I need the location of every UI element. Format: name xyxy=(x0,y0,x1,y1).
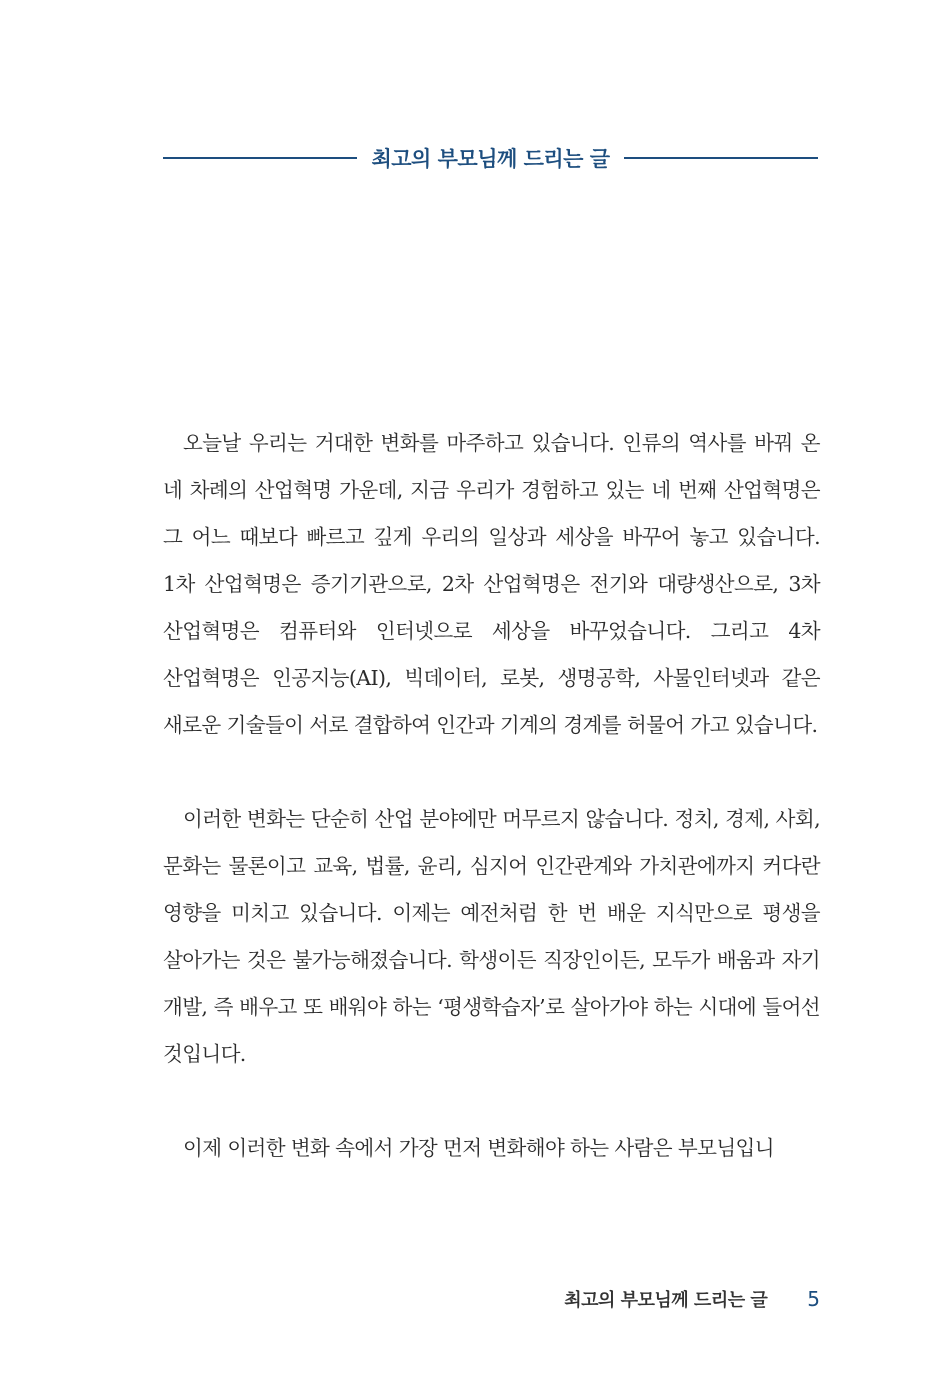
chapter-title: 최고의 부모님께 드리는 글 xyxy=(371,147,610,171)
paragraph: 이제 이러한 변화 속에서 가장 먼저 변화해야 하는 사람은 부모님입니 xyxy=(183,1136,774,1160)
paragraph: 오늘날 우리는 거대한 변화를 마주하고 있습니다. 인류의 역사를 바꿔 온 네 차례의 산업혁명 가운데, 지금 우리가 경험하고 있는 네 번째 산업혁명은 그 어느 때보다 빠르고 깊게 우리의 일상과 세상을 바꾸어 놓고 있습니다. 1차 산업혁명은 증기기관으로, 2차 산업혁명은 전기와 대량생산으로, 3차 산업혁명은 컴퓨터와 인터넷으로 세상을 바꾸었습니다. 그리고 4차 산업혁명은 인공지능(AI), 빅데이터, 로봇, 생명공학, 사물인터넷과 같은 새로운 기술들이 서로 결합하여 인간과 기계의 경계를 허물어 가고 있습니다. xyxy=(163,431,820,737)
running-title: 최고의 부모님께 드리는 글 xyxy=(564,1290,768,1311)
page-number: 5 xyxy=(807,1287,820,1311)
paragraph: 이러한 변화는 단순히 산업 분야에만 머무르지 않습니다. 정치, 경제, 사회, 문화는 물론이고 교육, 법률, 윤리, 심지어 인간관계와 가치관에까지 커다란 영향을 미치고 있습니다. 이제는 예전처럼 한 번 배운 지식만으로 평생을 살아가는 것은 불가능해졌습니다. 학생이든 직장인이든, 모두가 배움과 자기 개발, 즉 배우고 또 배워야 하는 ‘평생학습자’로 살아가야 하는 시대에 들어선 것입니다. xyxy=(163,807,820,1066)
body-text xyxy=(163,420,820,1172)
page-footer xyxy=(564,1286,820,1312)
header-rule-left xyxy=(163,157,357,159)
chapter-header xyxy=(163,140,818,176)
header-rule-right xyxy=(624,157,818,159)
